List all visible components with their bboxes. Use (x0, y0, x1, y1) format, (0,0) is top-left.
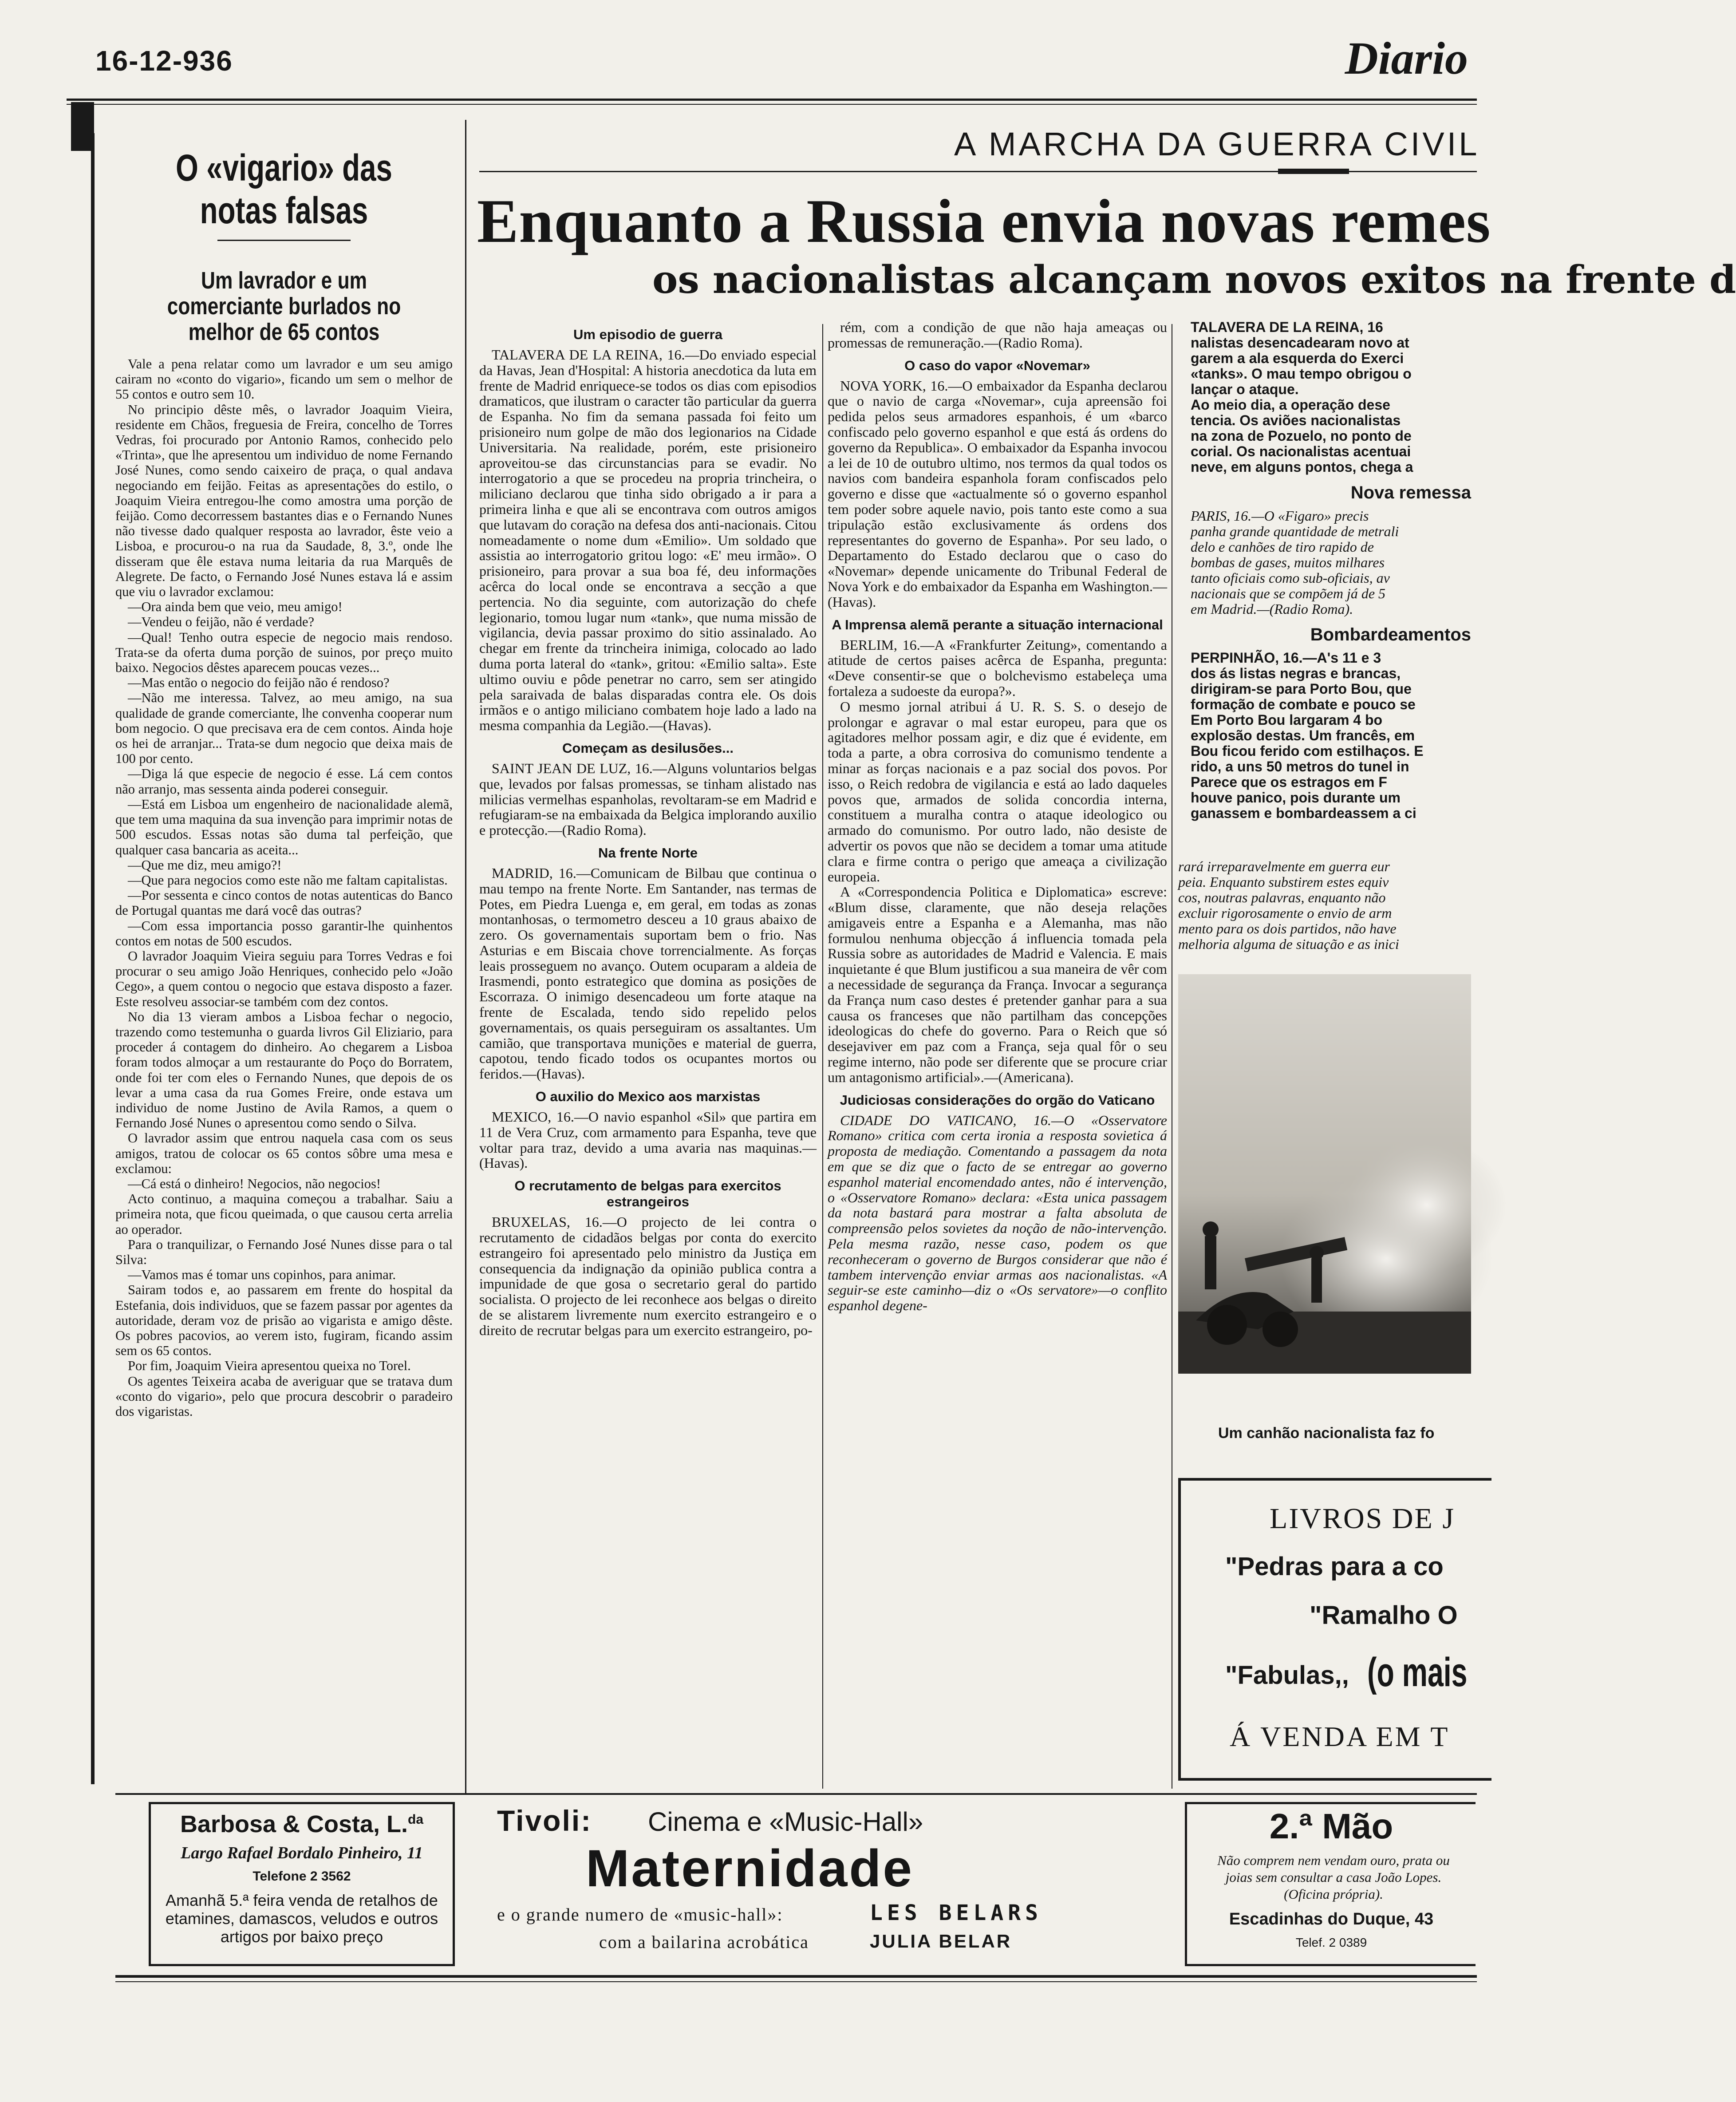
left-article-paragraph: —Vamos mas é tomar uns copinhos, para animar. (128, 1267, 396, 1283)
footer-rule (115, 1975, 1477, 1978)
news-line: Parece que os estragos em F (1191, 774, 1387, 790)
left-article-paragraph: O lavrador Joaquim Vieira seguiu para Torres Vedras e foi procurar o seu amigo João Henriques, conhecido pelo «João Cego», a quem contou o negocio que estava disposto a fazer. Este resolveu associar-se também com dez contos. (115, 948, 453, 1009)
news-line: explosão destas. Um francês, em (1191, 727, 1415, 743)
news-paragraph: rém, com a condição de que não haja ameaças ou promessas de remuneração.—(Radio Roma). (828, 319, 1167, 351)
news-line: delo e canhões de tiro rapido de (1191, 539, 1374, 555)
left-article-paragraph: No principio dêste mês, o lavrador Joaquim Vieira, residente em Chãos, freguesia de Freira, concelho de Torres Vedras, foi procurado por Antonio Ramos, conhecido pelo «Trinta», que lhe apresentou um individuo de nome Fernando José Nunes, como sendo caixeiro de praça, o qual andava negociando em feijão. Feitas as apresentações do estilo, o Joaquim Vieira entregou-lhe como amostra uma porção de feijão. Como decorressem bastantes dias e o Fernando Nunes não tivesse dado qualquer resposta ao lavrador, êste veio a Lisboa, e procurou-o na rua da Saudade, 8, 3.º, onde lhe disseram que êle estava numa leitaria da rua Marquês de Alegrete. De facto, o Fernando José Nunes estava lá e assim que viu o lavrador exclamou: (115, 402, 453, 600)
news-line: rido, a uns 50 metros do tunel in (1191, 759, 1409, 774)
bottom-rule (115, 1793, 1477, 1795)
top-rule-thin (67, 104, 1477, 105)
segunda-mao-text: Não comprem nem vendam ouro, prata ou joias sem consultar a casa João Lopes. (Oficina própria). (1217, 1853, 1450, 1902)
left-article-paragraph: —Não me interessa. Talvez, ao meu amigo, na sua qualidade de grande comerciante, lhe convenha cooperar num bom negocio. O que precisava era de cem contos. Ainda hoje os hei de arranjar... Trata-se dum negocio que deixa mais de 100 por cento. (115, 690, 453, 767)
news-line: neve, em alguns pontos, chega a (1191, 459, 1413, 475)
left-article-paragraph: Acto continuo, a maquina começou a trabalhar. Saiu a primeira nota, que ficou queimada, o que causou certa arrelia ao operador. (115, 1191, 453, 1237)
tivoli-line-1: Cinema e «Music-Hall» (648, 1807, 923, 1837)
section-kicker: A MARCHA DA GUERRA CIVIL (954, 126, 1480, 162)
left-article-body (115, 356, 453, 1419)
segunda-mao-title: 2.ª Mão (1269, 1806, 1393, 1846)
war-subhead: os nacionalistas alcançam novos exitos na frente d (652, 257, 1736, 302)
tivoli-feature: Maternidade (586, 1839, 914, 1898)
news-line: TALAVERA DE LA REINA, 16 (1191, 319, 1383, 335)
news-line: em Madrid.—(Radio Roma). (1191, 601, 1353, 617)
column-rule-2 (822, 324, 823, 1789)
news-line: excluir rigorosamente o envio de arm (1178, 905, 1392, 921)
paris-dispatch (1178, 508, 1471, 617)
barbosa-name-sup: da (408, 1812, 424, 1827)
news-line: nacionais que se compõem já de 5 (1191, 585, 1386, 601)
news-line: Bou ficou ferido com estilhaços. E (1191, 743, 1424, 759)
news-line: tanto oficiais como sub-oficiais, av (1191, 570, 1390, 586)
news-paragraph: CIDADE DO VATICANO, 16.—O «Osservatore Romano» critica com certa ironia a resposta sovietica á proposta de mediação. Comentando a passagem da nota em que se diz que o facto de se entregar ao governo espanhol material encomendado antes, não é intervenção, o «Osservatore Romano» declara: «Esta unica passagem da nota bastará para mostrar a falta absoluta de compreensão pelos sovietes da noção de não-intervenção. Pela mesma razão, nesse caso, podem os que reconheceram o governo de Burgos considerar que não é tambem intervenção enviar armas aos nacionalistas. «A seguir-se este caminho—diz o «Os servatore»—o conflito espanhol degene- (828, 1112, 1167, 1314)
livros-line-3b: (o mais (1367, 1650, 1468, 1695)
war-column-2 (828, 320, 1167, 1793)
tivoli-ad (470, 1802, 1163, 1966)
war-column-1 (479, 320, 817, 1793)
news-paragraph: O mesmo jornal atribui á U. R. S. S. o desejo de prolongar e agravar o mal estar europeu, para que os agitadores melhor possam agir, e diz que é evidente, em toda a parte, a obra corrosiva do comunismo tendente a minar as forças nacionais e a paz social dos povos. Por isso, o Reich redobra de vigilancia e está ao lado daqueles povos que, armados de solida concordia interna, constituem a muralha contra o ataque ideologico ou armado do comunismo. Por outro lado, não desiste de advertir os povos que não se decidem a tomar uma atitude clara e firme contra o perigo que ameaça a civilização europeia. (828, 698, 1167, 885)
news-subheading: O auxilio do Mexico aos marxistas (535, 1089, 761, 1105)
tivoli-act: LES BELARS (870, 1900, 1042, 1925)
perpinhao-dispatch (1178, 650, 1471, 821)
left-article-paragraph: —Que para negocios como este não me faltam capitalistas. (128, 872, 448, 888)
war-column-3 (1178, 320, 1471, 843)
segunda-mao-ad (1185, 1802, 1476, 1966)
left-article-paragraph: Por fim, Joaquim Vieira apresentou queixa no Torel. (128, 1358, 411, 1374)
cannon-photo-image (1178, 974, 1471, 1374)
left-article-paragraph: Os agentes Teixeira acaba de averiguar que se tratava dum «conto do vigario», pelo que procura descobrir o paradeiro dos vigaristas. (115, 1373, 453, 1419)
page-date: 16-12-936 (95, 45, 233, 77)
barbosa-address: Largo Rafael Bordalo Pinheiro, 11 (181, 1844, 423, 1862)
left-article-paragraph: Para o tranquilizar, o Fernando José Nunes disse para o tal Silva: (115, 1237, 453, 1267)
news-subheading: O recrutamento de belgas para exercitos estrangeiros (514, 1178, 781, 1210)
news-line: mento para os dois partidos, não have (1178, 921, 1397, 936)
news-line: bombas de gases, muitos milhares (1191, 554, 1385, 570)
livros-ad (1178, 1478, 1491, 1781)
news-subheading: Um episodio de guerra (573, 327, 722, 342)
left-margin-rule (91, 133, 95, 1784)
top-rule (67, 99, 1477, 101)
news-line: tencia. Os aviões nacionalistas (1191, 412, 1401, 428)
news-paragraph: BRUXELAS, 16.—O projecto de lei contra o recrutamento de cidadãos belgas por conta do exercito estrangeiro foi apresentado pelo ministro da Justiça em consequencia da indignação da opinião publica contra a impunidade de que gosa o secretario geral do partido socialista. O projecto de lei reconhece aos belgas o direito de se alistarem livremente num exercito estrangeiro e o direito de recrutar belgas para um exercito estrangeiro, po- (479, 1214, 817, 1338)
news-line: melhoria alguma de situação e as inici (1178, 936, 1399, 952)
left-article-paragraph: —Vendeu o feijão, não é verdade? (128, 614, 315, 630)
left-subhead: Um lavrador e um comerciante burlados no melhor de 65 contos (167, 267, 401, 345)
left-article-paragraph: —Ora ainda bem que veio, meu amigo! (128, 599, 343, 615)
kicker-rule-accent (1278, 169, 1349, 174)
tivoli-line-2: e o grande numero de «music-hall»: (497, 1904, 783, 1924)
news-subheading: O caso do vapor «Novemar» (904, 357, 1090, 373)
news-paragraph: TALAVERA DE LA REINA, 16.—Do enviado especial da Havas, Jean d'Hospital: A historia anecdotica da luta em frente de Madrid enriquece-se todos os dias com episodios dramaticos, que ilustram o caracter tão particular da guerra de Espanha. No fim da semana passada foi feito um prisioneiro num golpe de mão dos legionarios na Cidade Universitaria. Na realidade, porém, este prisioneiro aproveitou-se das circunstancias para se evadir. No interrogatorio a que se procedeu na propria trincheira, o miliciano declarou que tinha sido obrigado a ir para a primeira linha e que ali se encontrava com outros amigos que lutavam do coração na defesa dos anti-nacionais. Citou nomeadamente o nome dum «Emilio». Um soldado que assistia ao interrogatorio gritou logo: «E' meu irmão». O prisioneiro, para provar a sua boa fé, deu informações acêrca do local onde se encontrava a secção a que pertencia. No dia seguinte, com autorização do chefe legionario, tomou lugar num «tank», que numa missão de vigilancia, devia passar proximo do sitio assinalado. Ao chegar em frente da trincheira inimiga, colocado ao lado duma porta lateral do «tank», gritou: «Emilio salta». Este ultimo ouviu e pôde penetrar no carro, sem ser atingido pela saraivada de balas disparadas contra ele. Os dois irmãos e o antigo miliciano combatem hoje lado a lado na mesma companhia da Legião.—(Havas). (479, 347, 817, 734)
left-headline: O «vigario» das notas falsas (176, 147, 392, 231)
news-line: formação de combate e pouco se (1191, 696, 1416, 712)
livros-line-3a: "Fabulas,, (1225, 1661, 1349, 1690)
news-paragraph: NOVA YORK, 16.—O embaixador da Espanha declarou que o navio de carga «Novemar», cuja apreensão foi pedida pelos seus armadores espanhois, é um «barco confiscado pelo governo espanhol e que está ás ordens do governo da Republica». O embaixador da Espanha invocou a lei de 10 de outubro ultimo, nos termos da qual todos os navios com bandeira espanhola foram confiscados pelo governo e disse que «actualmente só o governo espanhol tem poder sobre aquele navio, pois tanto este como a sua tripulação estão exclusivamente ás ordens dos representantes do governo de Espanha». Por seu lado, o Departamento do Estado declarou que o caso do «Novemar» depende unicamente do Tribunal Federal de Nova York e do embaixador da Espanha em Washington.—(Havas). (828, 377, 1167, 610)
talavera-dispatch (1178, 320, 1471, 475)
left-article-paragraph: —Qual! Tenho outra especie de negocio mais rendoso. Trata-se da oferta duma porção de suinos, por preço muito baixo. Negocios dêstes aparecem poucas vezes... (115, 629, 453, 676)
news-line: PERPINHÃO, 16.—A's 11 e 3 (1191, 650, 1381, 666)
left-article-paragraph: No dia 13 vieram ambos a Lisboa fechar o negocio, trazendo como testemunha o guarda livros Gil Eliziario, para proceder á contagem do dinheiro. Ao chegarem a Lisboa foram todos almoçar a um restaurante do Poço do Borratem, onde foi ter com eles o Fernando Nunes, que depois de os levar a uma casa da rua Gomes Freire, onde estava um individuo de nome Justino de Avila Ramos, a quem o Fernando José Nunes o apresentou como sendo o Silva. (115, 1009, 453, 1131)
barbosa-name-text: Barbosa & Costa, L. (180, 1811, 408, 1837)
news-subheading: A Imprensa alemã perante a situação internacional (832, 616, 1163, 632)
news-line: Em Porto Bou largaram 4 bo (1191, 712, 1383, 728)
war-headline: Enquanto a Russia envia novas remes (477, 187, 1491, 256)
vaticano-continuation (1178, 859, 1471, 961)
news-line: houve panico, pois durante um (1191, 790, 1401, 806)
livros-line-4: Á VENDA EM T (1230, 1721, 1450, 1752)
news-subheading: Começam as desilusões... (562, 740, 734, 756)
livros-line-2: "Ramalho O (1310, 1601, 1458, 1630)
left-article-paragraph: —Que me diz, meu amigo?! (128, 857, 282, 873)
left-article-paragraph: Sairam todos e, ao passarem em frente do hospital da Estefania, dois individuos, que se fazem passar por agentes da autoridade, deram voz de prisão ao vigarista e amigo dêste. Os pobres pacovios, ao verem isto, fugiram, ficando assim sem os 65 contos. (115, 1282, 453, 1359)
newspaper-name: Diario (1345, 33, 1468, 84)
news-line: corial. Os nacionalistas acentuai (1191, 443, 1411, 459)
news-line: ganassem e bombardeassem a ci (1191, 805, 1416, 821)
news-paragraph: MEXICO, 16.—O navio espanhol «Sil» que partira em 11 de Vera Cruz, com armamento para Espanha, teve que voltar para traz, devido a uma avaria nas maquinas.—(Havas). (479, 1109, 817, 1171)
news-line: dirigiram-se para Porto Bou, que (1191, 681, 1412, 697)
left-article-paragraph: —Diga lá que especie de negocio é esse. Lá cem contos não arranjo, mas sessenta ainda poderei conseguir. (115, 766, 453, 797)
barbosa-text: Amanhã 5.ª feira venda de retalhos de etamines, damascos, veludos e outros artigos por baixo preço (165, 1891, 438, 1946)
left-article-paragraph: O lavrador assim que entrou naquela casa com os seus amigos, tratou de colocar os 65 contos sôbre uma mesa e exclamou: (115, 1130, 453, 1176)
bombardeamentos-heading: Bombardeamentos (1310, 625, 1471, 644)
news-paragraph: A «Correspondencia Politica e Diplomatica» escreve: «Blum disse, claramente, que não deseja relações amigaveis entre a Espanha e a Alemanha, mas não formulou nenhuma objecção á influencia tomada pela Russia sobre as autoridades de Madrid e Valencia. E mais inquietante é que Blum justificou a sua maneira de vêr com a necessidade de segurança da França. Invocar a segurança da França num caso destes é pretender ganhar para a sua causa os franceses que não partilham das concepções ideologicas do chefe do governo. Para o Reich que só desejaviver em paz com a França, seja qual fôr o seu regime interno, não pode ser diferente que se procure criar um antagonismo artificial».—(Americana). (828, 884, 1167, 1085)
news-paragraph: SAINT JEAN DE LUZ, 16.—Alguns voluntarios belgas que, levados por falsas promessas, se tinham alistado nas milicias vermelhas espanholas, revoltaram-se em Madrid e refugiaram-se na embaixada da Belgica implorando auxilio e protecção.—(Radio Roma). (479, 760, 817, 838)
news-line: nalistas desencadearam novo at (1191, 335, 1409, 351)
barbosa-costa-ad (149, 1802, 455, 1966)
nova-remessa-heading: Nova remessa (1350, 483, 1471, 502)
column-rule-1 (465, 120, 466, 1793)
news-line: cos, noutras palavras, enquanto não (1178, 889, 1386, 905)
tivoli-line-3: com a bailarina acrobática (599, 1932, 809, 1952)
news-line: rará irreparavelmente em guerra eur (1178, 858, 1390, 874)
left-article (115, 146, 453, 1762)
news-line: garem a ala esquerda do Exerci (1191, 350, 1404, 366)
left-article-paragraph: —Cá está o dinheiro! Negocios, não negocios! (128, 1176, 381, 1191)
segunda-mao-address: Escadinhas do Duque, 43 (1229, 1910, 1434, 1928)
news-line: PARIS, 16.—O «Figaro» precis (1191, 508, 1369, 524)
tivoli-brand: Tivoli: (497, 1804, 592, 1837)
news-paragraph: MADRID, 16.—Comunicam de Bilbau que continua o mau tempo na frente Norte. Em Santander, nas termas de Potes, em Piedra Luenga e, em geral, em todas as zonas montanhosas, o termometro desceu a 10 graus abaixo de zero. Os governamentais suportam bem o frio. Nas Asturias e em Biscaia chove torrencialmente. As forças leais prosseguem no avanço. Outem ocuparam a aldeia de Irasmendi, ponto estrategico que domina as posições de Escorraza. O inimigo desencadeou um forte ataque na frente de Escalada, tendo sido repelido pelos governamentais, os quais perseguiram os assaltantes. Um camião, que transportava munições e material de guerra, capotou, tendo ficado todos os ocupantes mortos ou feridos.—(Havas). (479, 865, 817, 1082)
news-paragraph: BERLIM, 16.—A «Frankfurter Zeitung», comentando a atitude de certos paises acêrca de Espanha, pregunta: «Deve consentir-se que o bolchevismo estabeleça uma fortaleza a sudoeste da europa?». (828, 636, 1167, 699)
left-article-paragraph: —Por sessenta e cinco contos de notas autenticas do Banco de Portugal quantas me dará você das outras? (115, 888, 453, 918)
news-line: dos ás listas negras e brancas, (1191, 665, 1401, 681)
news-line: Ao meio dia, a operação dese (1191, 397, 1390, 413)
livros-line-1: "Pedras para a co (1225, 1552, 1444, 1581)
footer-rule-thin (115, 1981, 1477, 1982)
segunda-mao-phone: Telef. 2 0389 (1295, 1936, 1367, 1949)
news-line: panha grande quantidade de metrali (1191, 523, 1399, 539)
left-article-paragraph: —Com essa importancia posso garantir-lhe quinhentos contos em notas de 500 escudos. (115, 918, 453, 948)
news-subheading: Na frente Norte (598, 845, 698, 861)
left-article-paragraph: —Mas então o negocio do feijão não é rendoso? (128, 675, 390, 691)
news-line: peia. Enquanto substirem estes equiv (1178, 874, 1389, 890)
left-article-paragraph: Vale a pena relatar como um lavrador e um seu amigo cairam no «conto do vigario», ficando um sem o melhor de 55 contos e outro sem 10. (115, 356, 453, 402)
news-line: lançar o ataque. (1191, 381, 1299, 397)
cannon-photo (1178, 974, 1471, 1374)
left-headline-rule (217, 240, 351, 241)
barbosa-name (151, 1810, 453, 1838)
photo-caption: Um canhão nacionalista faz fo (1218, 1425, 1435, 1442)
news-line: na zona de Pozuelo, no ponto de (1191, 428, 1412, 444)
livros-title: LIVROS DE J (1270, 1502, 1456, 1535)
tivoli-dancer: JULIA BELAR (870, 1931, 1012, 1952)
news-line: «tanks». O mau tempo obrigou o (1191, 366, 1412, 382)
barbosa-phone: Telefone 2 3562 (253, 1869, 351, 1884)
left-article-paragraph: —Está em Lisboa um engenheiro de nacionalidade alemã, que tem uma maquina da sua invenção para imprimir notas de 500 escudos. Essas notas são duma tal perfeição, que qualquer casa bancaria as aceita... (115, 796, 453, 857)
news-subheading: Judiciosas considerações do orgão do Vaticano (840, 1092, 1155, 1108)
